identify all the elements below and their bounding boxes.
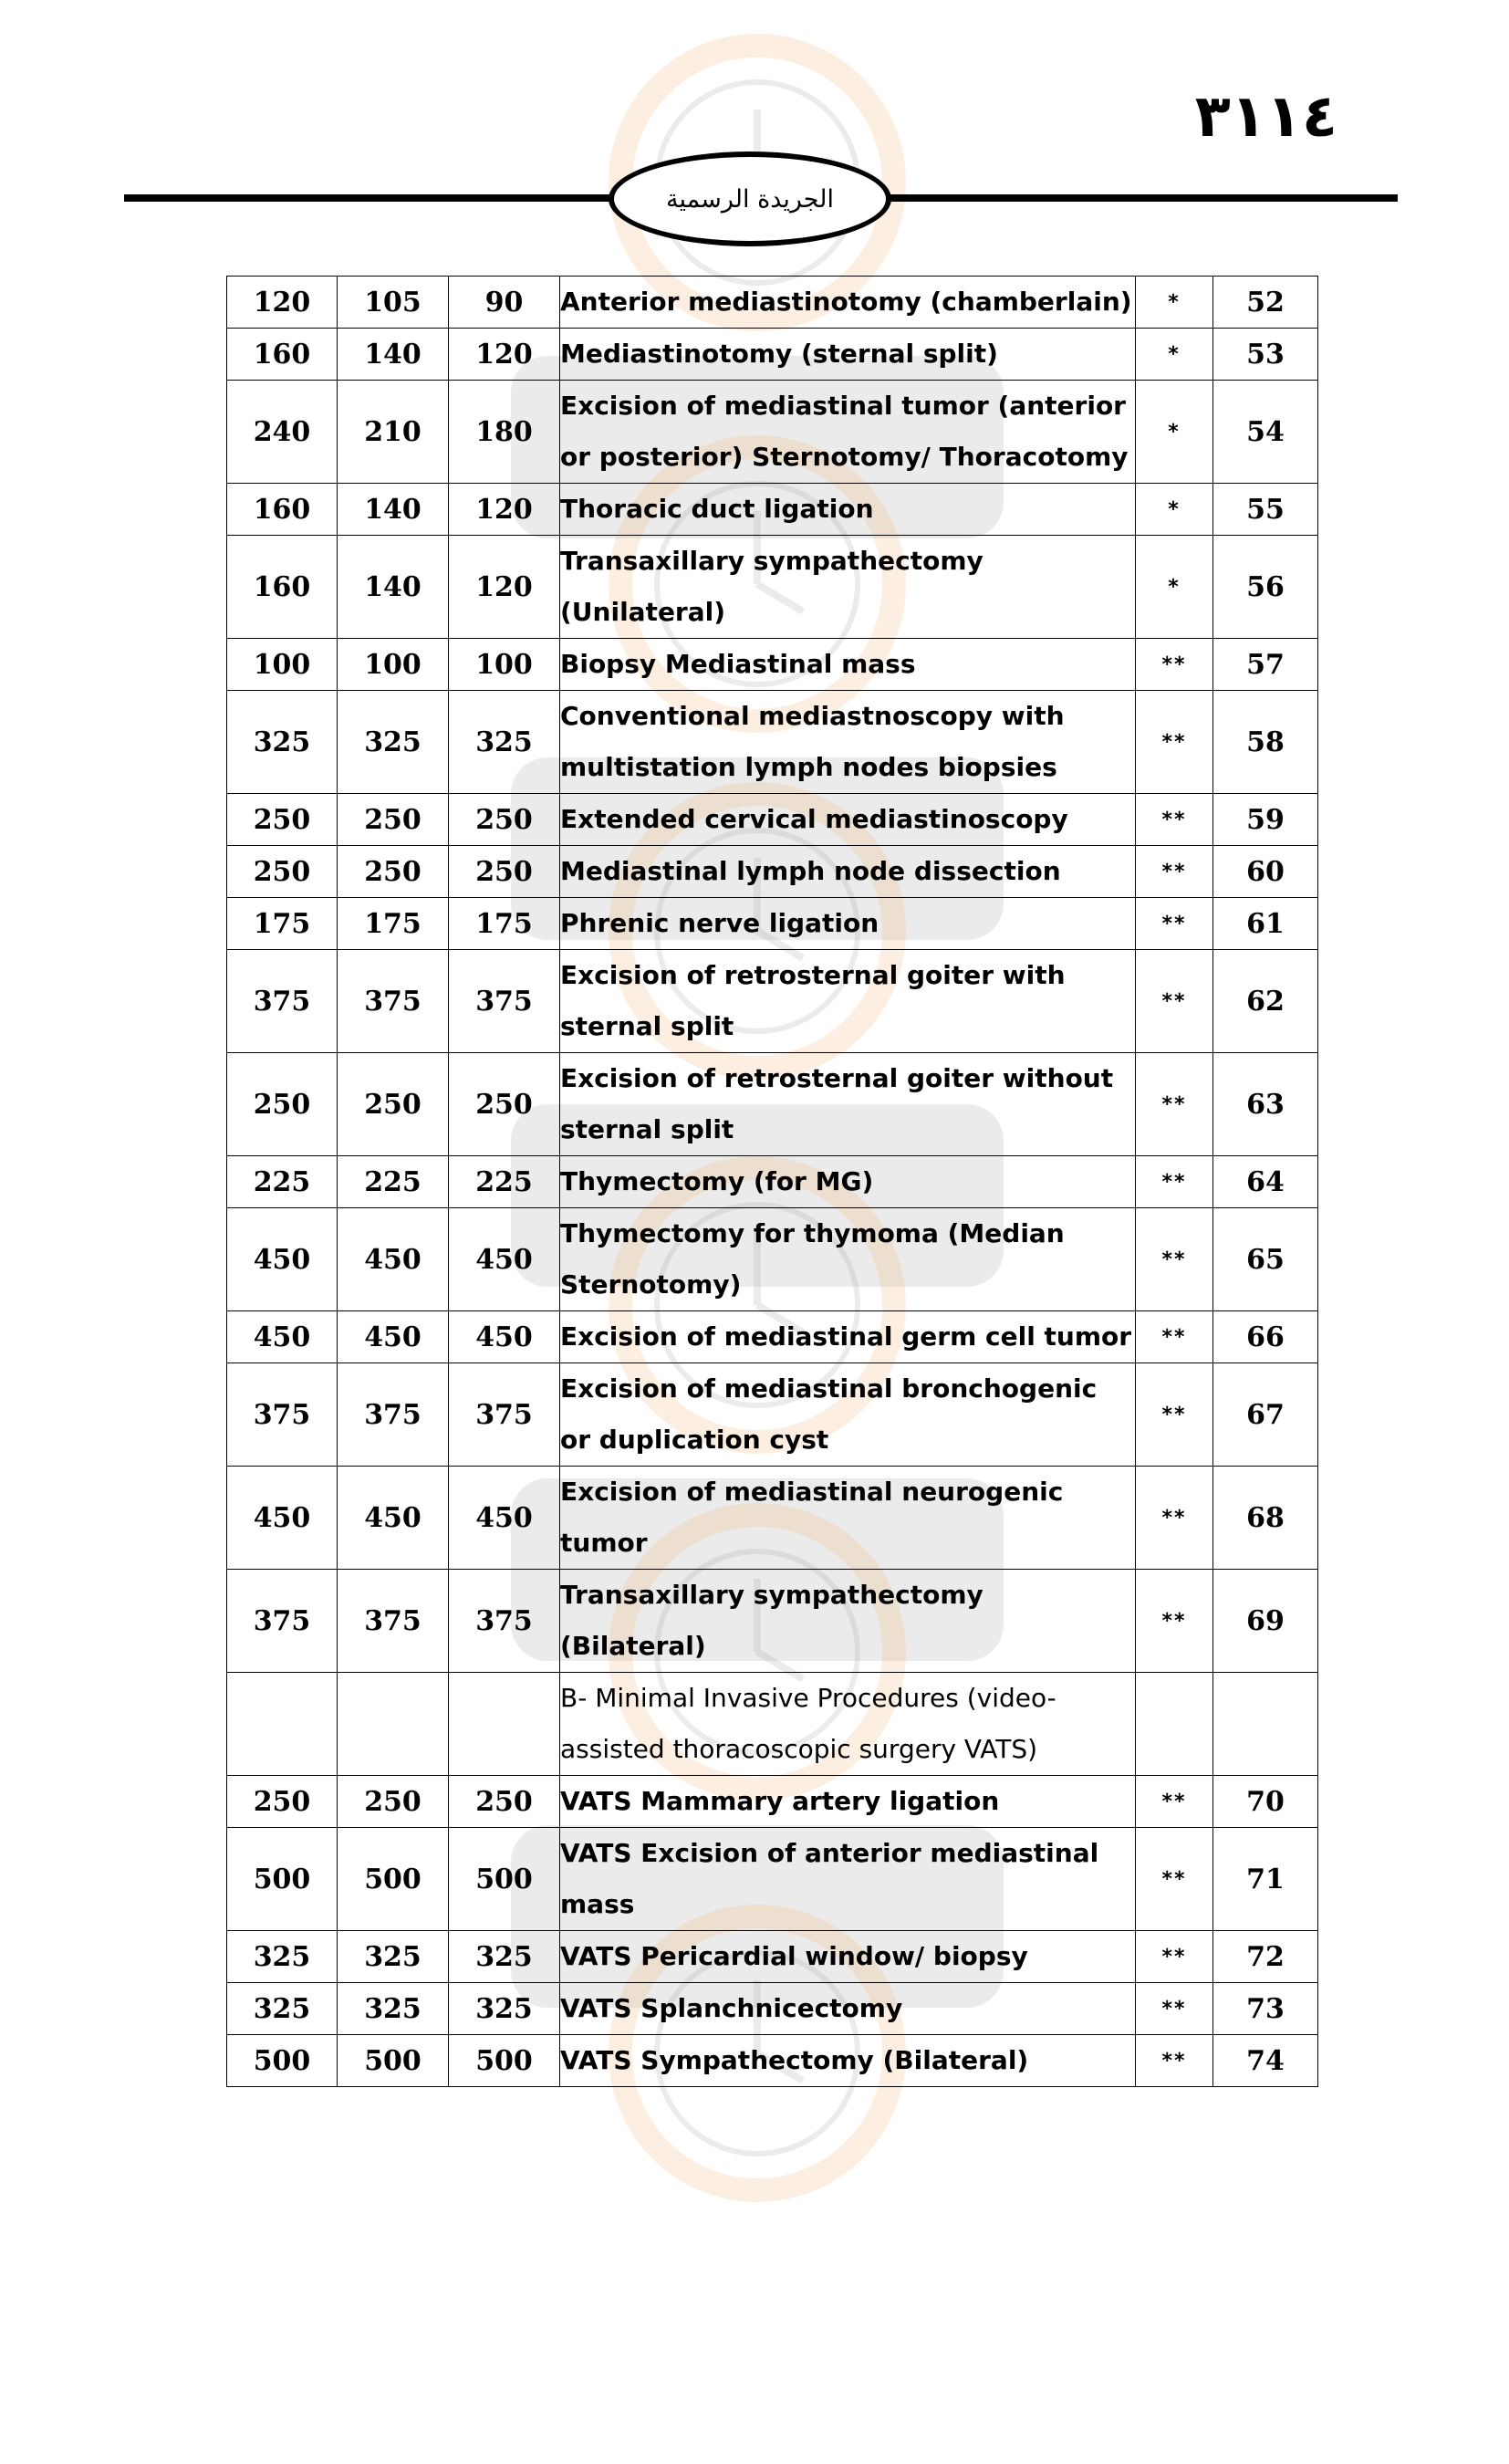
fee-cell-3: 160 bbox=[227, 484, 338, 536]
fee-cell-2: 250 bbox=[338, 846, 449, 898]
procedure-cell: Mediastinotomy (sternal split) bbox=[560, 329, 1136, 381]
procedure-cell: VATS Sympathectomy (Bilateral) bbox=[560, 2035, 1136, 2087]
fee-cell-2: 105 bbox=[338, 277, 449, 329]
fee-cell-3: 375 bbox=[227, 1363, 338, 1467]
table-row bbox=[227, 1570, 1318, 1673]
category-mark-cell: ** bbox=[1136, 1208, 1213, 1311]
procedure-cell: Phrenic nerve ligation bbox=[560, 898, 1136, 950]
category-mark-cell: ** bbox=[1136, 1776, 1213, 1828]
fee-cell-3: 450 bbox=[227, 1311, 338, 1363]
fee-table-body bbox=[227, 277, 1318, 2087]
fee-cell-2: 375 bbox=[338, 1570, 449, 1673]
category-mark-cell: * bbox=[1136, 484, 1213, 536]
fee-cell-2: 325 bbox=[338, 1931, 449, 1983]
procedure-cell: VATS Splanchnicectomy bbox=[560, 1983, 1136, 2035]
item-number-cell: 63 bbox=[1213, 1053, 1318, 1156]
item-number-cell: 68 bbox=[1213, 1467, 1318, 1570]
fee-cell-2: 250 bbox=[338, 1776, 449, 1828]
fee-cell-1: 375 bbox=[449, 1363, 560, 1467]
category-mark-cell: * bbox=[1136, 381, 1213, 484]
fee-cell-1: 250 bbox=[449, 794, 560, 846]
table-row bbox=[227, 484, 1318, 536]
category-mark-cell: ** bbox=[1136, 1156, 1213, 1208]
procedure-cell: VATS Excision of anterior mediastinal mass bbox=[560, 1828, 1136, 1931]
fee-cell-2: 140 bbox=[338, 484, 449, 536]
fee-cell-3: 375 bbox=[227, 1570, 338, 1673]
fee-cell-2: 140 bbox=[338, 329, 449, 381]
category-mark-cell: ** bbox=[1136, 1931, 1213, 1983]
fee-cell-2: 100 bbox=[338, 639, 449, 691]
category-mark-cell: ** bbox=[1136, 1828, 1213, 1931]
page-number: ٣١١٤ bbox=[1194, 83, 1337, 151]
fee-cell-2: 140 bbox=[338, 536, 449, 639]
item-number-cell: 67 bbox=[1213, 1363, 1318, 1467]
fee-cell-3 bbox=[227, 1673, 338, 1776]
fee-cell-1: 450 bbox=[449, 1467, 560, 1570]
fee-cell-1: 450 bbox=[449, 1208, 560, 1311]
table-row bbox=[227, 1311, 1318, 1363]
fee-cell-2: 375 bbox=[338, 1363, 449, 1467]
fee-cell-3: 325 bbox=[227, 691, 338, 794]
procedure-cell: Excision of mediastinal neurogenic tumor bbox=[560, 1467, 1136, 1570]
item-number-cell: 60 bbox=[1213, 846, 1318, 898]
procedure-cell: VATS Mammary artery ligation bbox=[560, 1776, 1136, 1828]
fee-table bbox=[226, 276, 1318, 2087]
procedure-cell: VATS Pericardial window/ biopsy bbox=[560, 1931, 1136, 1983]
fee-cell-1: 375 bbox=[449, 1570, 560, 1673]
category-mark-cell: * bbox=[1136, 329, 1213, 381]
table-row bbox=[227, 846, 1318, 898]
gazette-title: الجريدة الرسمية bbox=[666, 184, 834, 214]
procedure-cell: Excision of mediastinal germ cell tumor bbox=[560, 1311, 1136, 1363]
procedure-cell: Transaxillary sympathectomy (Unilateral) bbox=[560, 536, 1136, 639]
table-row bbox=[227, 2035, 1318, 2087]
fee-cell-1: 450 bbox=[449, 1311, 560, 1363]
fee-cell-1: 90 bbox=[449, 277, 560, 329]
item-number-cell: 62 bbox=[1213, 950, 1318, 1053]
fee-cell-3: 325 bbox=[227, 1983, 338, 2035]
item-number-cell: 54 bbox=[1213, 381, 1318, 484]
item-number-cell bbox=[1213, 1673, 1318, 1776]
category-mark-cell bbox=[1136, 1673, 1213, 1776]
fee-cell-3: 250 bbox=[227, 846, 338, 898]
fee-cell-2: 375 bbox=[338, 950, 449, 1053]
table-row bbox=[227, 950, 1318, 1053]
item-number-cell: 69 bbox=[1213, 1570, 1318, 1673]
fee-cell-2 bbox=[338, 1673, 449, 1776]
item-number-cell: 55 bbox=[1213, 484, 1318, 536]
fee-cell-1: 120 bbox=[449, 329, 560, 381]
category-mark-cell: ** bbox=[1136, 639, 1213, 691]
item-number-cell: 66 bbox=[1213, 1311, 1318, 1363]
fee-cell-3: 500 bbox=[227, 1828, 338, 1931]
section-header-row bbox=[227, 1673, 1318, 1776]
procedure-cell: B- Minimal Invasive Procedures (video-assisted thoracoscopic surgery VATS) bbox=[560, 1673, 1136, 1776]
fee-cell-1: 375 bbox=[449, 950, 560, 1053]
fee-cell-3: 120 bbox=[227, 277, 338, 329]
fee-cell-3: 250 bbox=[227, 794, 338, 846]
table-row bbox=[227, 1983, 1318, 2035]
procedure-cell: Excision of mediastinal tumor (anterior or posterior) Sternotomy/ Thoracotomy bbox=[560, 381, 1136, 484]
fee-cell-2: 210 bbox=[338, 381, 449, 484]
table-row bbox=[227, 639, 1318, 691]
fee-cell-1: 100 bbox=[449, 639, 560, 691]
item-number-cell: 61 bbox=[1213, 898, 1318, 950]
category-mark-cell: ** bbox=[1136, 1467, 1213, 1570]
fee-cell-3: 450 bbox=[227, 1467, 338, 1570]
category-mark-cell: * bbox=[1136, 277, 1213, 329]
category-mark-cell: ** bbox=[1136, 1311, 1213, 1363]
procedure-cell: Thymectomy (for MG) bbox=[560, 1156, 1136, 1208]
fee-cell-1: 250 bbox=[449, 1776, 560, 1828]
fee-cell-1: 325 bbox=[449, 1931, 560, 1983]
fee-cell-3: 160 bbox=[227, 329, 338, 381]
category-mark-cell: * bbox=[1136, 536, 1213, 639]
table-row bbox=[227, 1208, 1318, 1311]
fee-cell-1: 120 bbox=[449, 484, 560, 536]
item-number-cell: 64 bbox=[1213, 1156, 1318, 1208]
table-row bbox=[227, 1053, 1318, 1156]
category-mark-cell: ** bbox=[1136, 691, 1213, 794]
fee-cell-3: 250 bbox=[227, 1053, 338, 1156]
table-row bbox=[227, 329, 1318, 381]
item-number-cell: 71 bbox=[1213, 1828, 1318, 1931]
fee-cell-2: 225 bbox=[338, 1156, 449, 1208]
category-mark-cell: ** bbox=[1136, 1983, 1213, 2035]
fee-cell-2: 250 bbox=[338, 1053, 449, 1156]
fee-cell-1: 225 bbox=[449, 1156, 560, 1208]
procedure-cell: Excision of retrosternal goiter with sternal split bbox=[560, 950, 1136, 1053]
table-row bbox=[227, 1776, 1318, 1828]
category-mark-cell: ** bbox=[1136, 846, 1213, 898]
fee-cell-3: 375 bbox=[227, 950, 338, 1053]
fee-cell-3: 100 bbox=[227, 639, 338, 691]
fee-cell-3: 175 bbox=[227, 898, 338, 950]
procedure-cell: Thymectomy for thymoma (Median Sternotomy) bbox=[560, 1208, 1136, 1311]
fee-cell-1: 325 bbox=[449, 1983, 560, 2035]
table-row bbox=[227, 1931, 1318, 1983]
procedure-cell: Biopsy Mediastinal mass bbox=[560, 639, 1136, 691]
item-number-cell: 52 bbox=[1213, 277, 1318, 329]
procedure-cell: Thoracic duct ligation bbox=[560, 484, 1136, 536]
item-number-cell: 65 bbox=[1213, 1208, 1318, 1311]
table-row bbox=[227, 794, 1318, 846]
item-number-cell: 57 bbox=[1213, 639, 1318, 691]
fee-cell-3: 160 bbox=[227, 536, 338, 639]
table-row bbox=[227, 381, 1318, 484]
category-mark-cell: ** bbox=[1136, 950, 1213, 1053]
fee-cell-1: 120 bbox=[449, 536, 560, 639]
fee-cell-3: 325 bbox=[227, 1931, 338, 1983]
table-row bbox=[227, 536, 1318, 639]
fee-cell-2: 325 bbox=[338, 691, 449, 794]
table-row bbox=[227, 277, 1318, 329]
fee-cell-2: 450 bbox=[338, 1467, 449, 1570]
fee-cell-1: 250 bbox=[449, 846, 560, 898]
category-mark-cell: ** bbox=[1136, 1053, 1213, 1156]
item-number-cell: 53 bbox=[1213, 329, 1318, 381]
item-number-cell: 56 bbox=[1213, 536, 1318, 639]
fee-cell-2: 500 bbox=[338, 1828, 449, 1931]
item-number-cell: 72 bbox=[1213, 1931, 1318, 1983]
fee-cell-3: 240 bbox=[227, 381, 338, 484]
table-row bbox=[227, 1467, 1318, 1570]
table-row bbox=[227, 1156, 1318, 1208]
category-mark-cell: ** bbox=[1136, 1363, 1213, 1467]
fee-cell-1: 500 bbox=[449, 1828, 560, 1931]
fee-cell-2: 450 bbox=[338, 1208, 449, 1311]
procedure-cell: Excision of mediastinal bronchogenic or duplication cyst bbox=[560, 1363, 1136, 1467]
fee-table-container bbox=[226, 276, 1317, 2087]
fee-cell-2: 500 bbox=[338, 2035, 449, 2087]
table-row bbox=[227, 1828, 1318, 1931]
category-mark-cell: ** bbox=[1136, 898, 1213, 950]
fee-cell-2: 175 bbox=[338, 898, 449, 950]
procedure-cell: Mediastinal lymph node dissection bbox=[560, 846, 1136, 898]
fee-cell-3: 450 bbox=[227, 1208, 338, 1311]
item-number-cell: 70 bbox=[1213, 1776, 1318, 1828]
table-row bbox=[227, 898, 1318, 950]
item-number-cell: 59 bbox=[1213, 794, 1318, 846]
fee-cell-1: 500 bbox=[449, 2035, 560, 2087]
fee-cell-1: 250 bbox=[449, 1053, 560, 1156]
gazette-title-oval bbox=[609, 151, 891, 246]
fee-cell-3: 250 bbox=[227, 1776, 338, 1828]
procedure-cell: Anterior mediastinotomy (chamberlain) bbox=[560, 277, 1136, 329]
fee-cell-2: 450 bbox=[338, 1311, 449, 1363]
table-row bbox=[227, 691, 1318, 794]
procedure-cell: Conventional mediastnoscopy with multistation lymph nodes biopsies bbox=[560, 691, 1136, 794]
item-number-cell: 73 bbox=[1213, 1983, 1318, 2035]
table-row bbox=[227, 1363, 1318, 1467]
fee-cell-1: 325 bbox=[449, 691, 560, 794]
fee-cell-1: 180 bbox=[449, 381, 560, 484]
category-mark-cell: ** bbox=[1136, 794, 1213, 846]
fee-cell-2: 325 bbox=[338, 1983, 449, 2035]
fee-cell-1 bbox=[449, 1673, 560, 1776]
fee-cell-3: 500 bbox=[227, 2035, 338, 2087]
procedure-cell: Excision of retrosternal goiter without sternal split bbox=[560, 1053, 1136, 1156]
fee-cell-2: 250 bbox=[338, 794, 449, 846]
procedure-cell: Transaxillary sympathectomy (Bilateral) bbox=[560, 1570, 1136, 1673]
item-number-cell: 74 bbox=[1213, 2035, 1318, 2087]
category-mark-cell: ** bbox=[1136, 2035, 1213, 2087]
fee-cell-3: 225 bbox=[227, 1156, 338, 1208]
fee-cell-1: 175 bbox=[449, 898, 560, 950]
category-mark-cell: ** bbox=[1136, 1570, 1213, 1673]
procedure-cell: Extended cervical mediastinoscopy bbox=[560, 794, 1136, 846]
item-number-cell: 58 bbox=[1213, 691, 1318, 794]
